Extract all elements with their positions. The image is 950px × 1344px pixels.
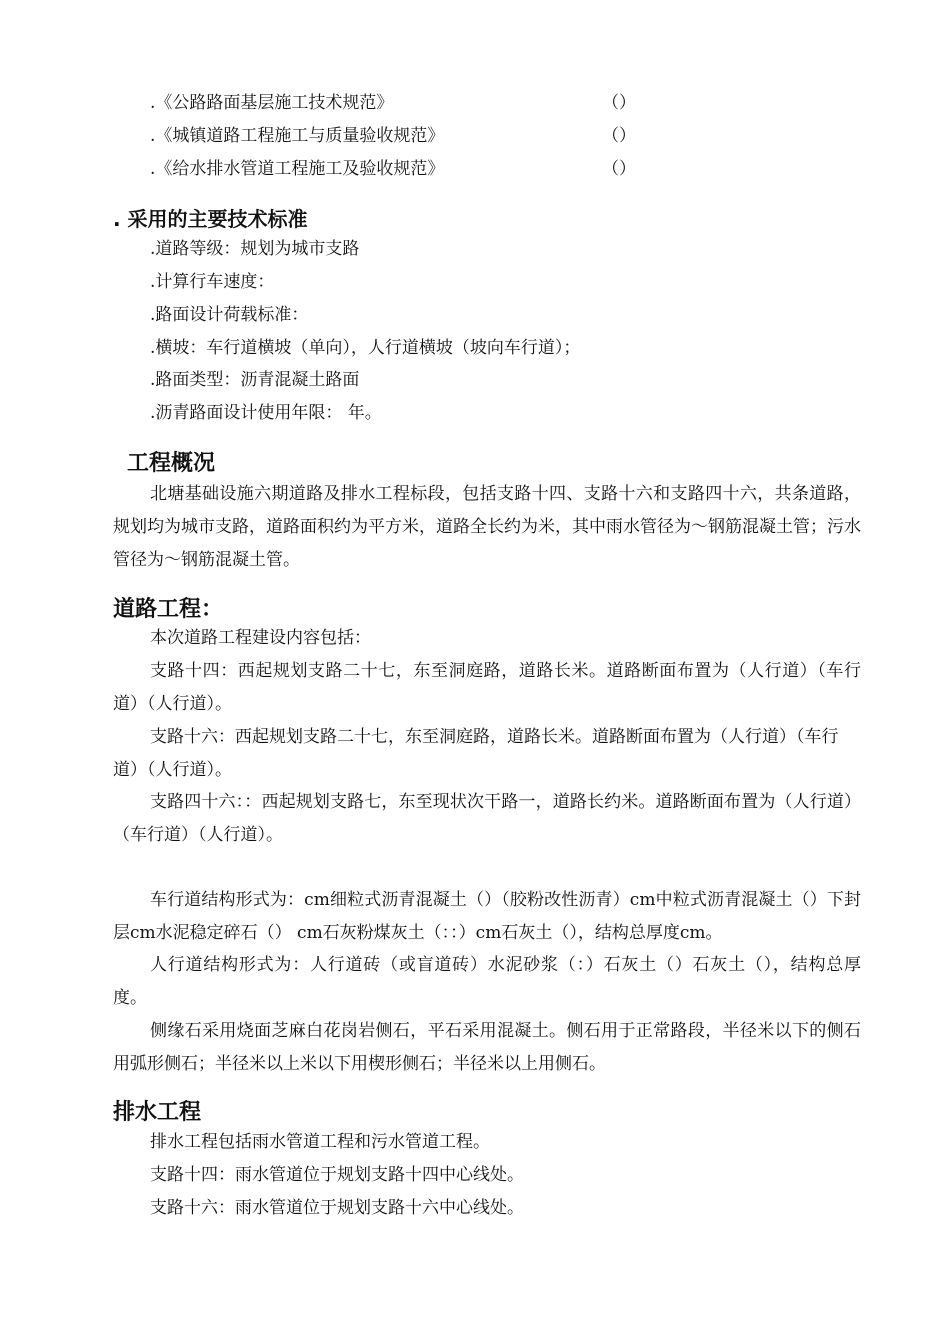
section-heading-overview: 工程概况 [127, 451, 216, 476]
standard-item: .路面类型：沥青混凝土路面 [150, 370, 360, 390]
standard-item: .道路等级：规划为城市支路 [150, 239, 360, 259]
drainage-item: 支路十六：雨水管道位于规划支路十六中心线处。 [150, 1198, 524, 1218]
reference-code: （） [602, 159, 636, 179]
structure-paragraph: 车行道结构形式为：cm细粒式沥青混凝土（）（胶粉改性沥青）cm中粒式沥青混凝土（）下封层cm水泥稳定碎石（） cm石灰粉煤灰土（：：）cm石灰土（），结构总厚度cm。 [113, 890, 861, 943]
section-heading-drainage: 排水工程 [113, 1100, 202, 1125]
standard-item: .路面设计荷载标准： [150, 305, 309, 325]
overview-paragraph: 北塘基础设施六期道路及排水工程标段，包括支路十四、支路十六和支路四十六，共条道路，规划均为城市支路，道路面积约为平方米，道路全长约为米，其中雨水管径为～钢筋混凝土管；污水管径为～钢筋混凝土管。 [113, 484, 861, 570]
structure-paragraph: 人行道结构形式为：人行道砖（或盲道砖）水泥砂浆（：）石灰土（）石灰土（），结构总厚度。 [113, 955, 861, 1008]
branch-description: 支路十四：西起规划支路二十七，东至洞庭路，道路长米。道路断面布置为（人行道）（车行道）（人行道）。 [113, 661, 861, 714]
reference-title: .《城镇道路工程施工与质量验收规范》 [150, 126, 445, 146]
branch-description: 支路四十六：：西起规划支路七，东至现状次干路一，道路长约米。道路断面布置为（人行道）（车行道）（人行道）。 [113, 792, 861, 845]
reference-item [150, 126, 636, 146]
structure-paragraph: 侧缘石采用烧面芝麻白花岗岩侧石，平石采用混凝土。侧石用于正常路段，半径米以下的侧石用弧形侧石；半径米以上米以下用楔形侧石；半径米以上用侧石。 [113, 1021, 861, 1074]
section-heading-standards: . 采用的主要技术标准 [113, 207, 308, 231]
drainage-item: 支路十四：雨水管道位于规划支路十四中心线处。 [150, 1165, 524, 1185]
reference-item [150, 159, 636, 179]
reference-item [150, 93, 636, 113]
road-intro: 本次道路工程建设内容包括： [150, 628, 371, 648]
standard-item: .计算行车速度： [150, 272, 275, 292]
section-heading-road: 道路工程： [113, 597, 224, 622]
standard-item: .横坡：车行道横坡（单向），人行道横坡（坡向车行道）； [150, 338, 581, 358]
drainage-item: 排水工程包括雨水管道工程和污水管道工程。 [150, 1132, 490, 1152]
reference-code: （） [602, 126, 636, 146]
branch-description: 支路十六：西起规划支路二十七，东至洞庭路，道路长米。道路断面布置为（人行道）（车行道）（人行道）。 [113, 727, 839, 780]
reference-title: .《公路路面基层施工技术规范》 [150, 93, 394, 113]
reference-code: （） [602, 93, 636, 113]
reference-title: .《给水排水管道工程施工及验收规范》 [150, 159, 445, 179]
standard-item: .沥青路面设计使用年限： 年。 [150, 403, 382, 423]
